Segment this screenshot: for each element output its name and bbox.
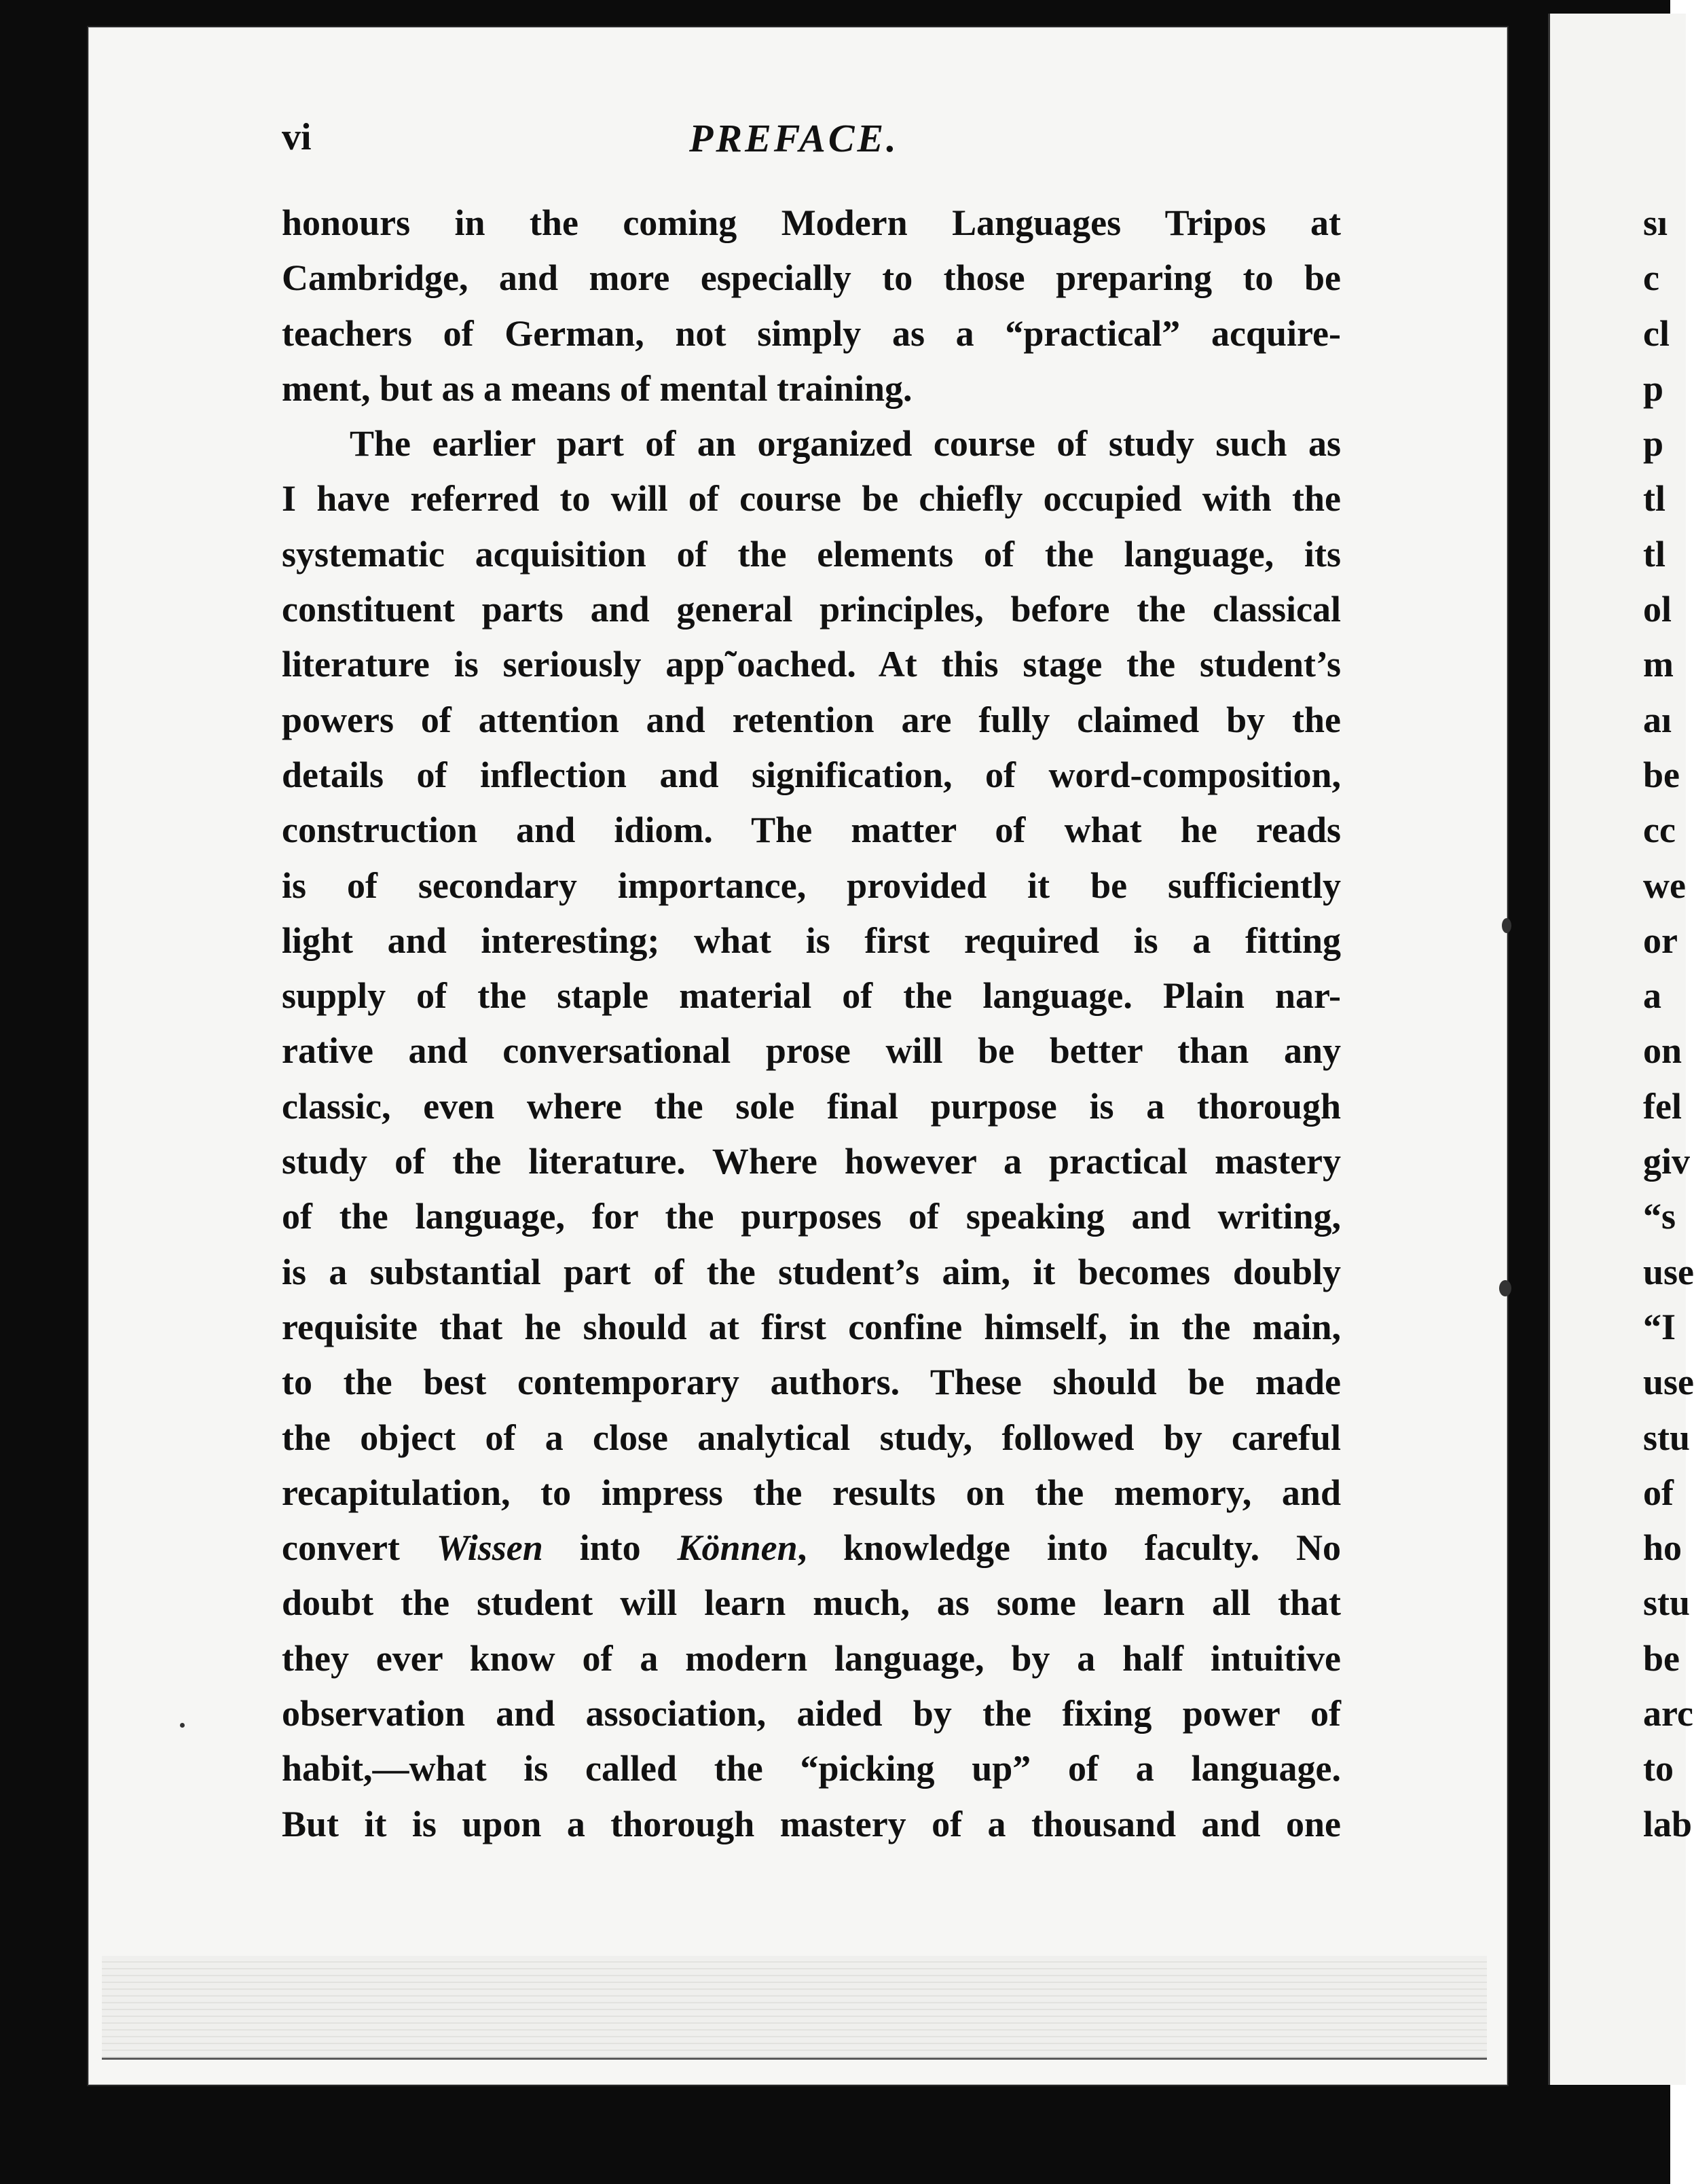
facing-fragment: of xyxy=(1643,1472,1674,1513)
italic-term-konnen: Können xyxy=(677,1527,798,1569)
italic-term-wissen: Wissen xyxy=(436,1527,543,1569)
text-line: literature is seriously app˜oached. At this stage the student’s xyxy=(282,644,1341,685)
facing-fragment: to xyxy=(1643,1748,1674,1789)
text-line: systematic acquisition of the elements of the language, its xyxy=(282,533,1341,575)
page-number: vi xyxy=(282,116,312,158)
text-run: into xyxy=(542,1527,678,1569)
text-line: to the best contemporary authors. These should be made xyxy=(282,1362,1341,1403)
facing-fragment: cc xyxy=(1643,809,1676,851)
facing-fragment: use xyxy=(1643,1362,1694,1403)
preface-body-text xyxy=(282,196,1341,1852)
text-line: construction and idiom. The matter of what he reads xyxy=(282,809,1341,851)
facing-fragment: p xyxy=(1643,367,1664,409)
facing-fragment: arc xyxy=(1643,1693,1693,1734)
text-line: Cambridge, and more especially to those preparing to be xyxy=(282,257,1341,299)
text-line: recapitulation, to impress the results on the memory, and xyxy=(282,1472,1341,1513)
text-line: they ever know of a modern language, by a half intuitive xyxy=(282,1637,1341,1679)
facing-fragment: “s xyxy=(1643,1196,1676,1237)
facing-fragment: a xyxy=(1643,975,1661,1017)
facing-fragment: tl xyxy=(1643,478,1665,520)
text-line: teachers of German, not simply as a “practical” acquire- xyxy=(282,312,1341,354)
facing-fragment: stu xyxy=(1643,1417,1691,1458)
facing-fragment: m xyxy=(1643,644,1674,685)
facing-fragment: p xyxy=(1643,423,1664,465)
text-line-with-italics xyxy=(282,1521,1341,1576)
text-run: convert xyxy=(282,1527,437,1569)
dust-speck xyxy=(1502,918,1511,933)
facing-fragment: fel xyxy=(1643,1085,1682,1127)
text-line: study of the literature. Where however a practical mastery xyxy=(282,1141,1341,1182)
facing-fragment: or xyxy=(1643,920,1678,961)
facing-fragment: be xyxy=(1643,1637,1680,1679)
facing-fragment: ol xyxy=(1643,589,1672,630)
running-head xyxy=(282,115,1314,163)
facing-fragment: sı xyxy=(1643,202,1668,243)
facing-fragment: c xyxy=(1643,257,1659,299)
running-title: PREFACE. xyxy=(689,116,899,160)
text-line: ment, but as a means of mental training. xyxy=(282,367,913,409)
text-line: the object of a close analytical study, followed by careful xyxy=(282,1417,1341,1458)
text-line: light and interesting; what is first required is a fitting xyxy=(282,920,1341,961)
facing-fragment: we xyxy=(1643,864,1686,906)
text-line: I have referred to will of course be chiefly occupied with the xyxy=(282,478,1341,520)
facing-fragment: cl xyxy=(1643,312,1670,354)
text-line: is a substantial part of the student’s aim, it becomes doubly xyxy=(282,1251,1341,1292)
text-run: , knowledge into faculty. No xyxy=(797,1527,1341,1569)
text-line: is of secondary importance, provided it be sufficiently xyxy=(282,864,1341,906)
facing-fragment: giv xyxy=(1643,1141,1691,1182)
dust-speck xyxy=(1499,1280,1511,1296)
facing-fragment: “I xyxy=(1643,1306,1676,1347)
dust-speck xyxy=(180,1723,185,1728)
facing-fragment: tl xyxy=(1643,533,1665,575)
text-line: observation and association, aided by the fixing power of xyxy=(282,1693,1341,1734)
page-edge-stack xyxy=(102,1956,1487,2060)
facing-fragment: be xyxy=(1643,754,1680,795)
facing-page-cut-text xyxy=(1643,196,1694,1852)
text-line: powers of attention and retention are fully claimed by the xyxy=(282,699,1341,740)
text-line: constituent parts and general principles, before the classical xyxy=(282,589,1341,630)
text-line: details of inflection and signification, of word-composition, xyxy=(282,754,1341,795)
text-line: requisite that he should at first confine himself, in the main, xyxy=(282,1306,1341,1347)
text-line: habit,—what is called the “picking up” of a language. xyxy=(282,1748,1341,1789)
text-line: honours in the coming Modern Languages Tripos at xyxy=(282,202,1341,243)
paragraph-first-line: The earlier part of an organized course of study such as xyxy=(350,423,1341,465)
text-line: of the language, for the purposes of speaking and writing, xyxy=(282,1196,1341,1237)
facing-fragment: use xyxy=(1643,1251,1694,1292)
text-line: rative and conversational prose will be better than any xyxy=(282,1030,1341,1072)
facing-fragment: ho xyxy=(1643,1527,1682,1569)
facing-fragment: lab xyxy=(1643,1803,1693,1844)
text-line: supply of the staple material of the language. Plain nar- xyxy=(282,975,1341,1017)
text-line: But it is upon a thorough mastery of a thousand and one xyxy=(282,1803,1341,1844)
facing-fragment: aı xyxy=(1643,699,1672,740)
text-line: classic, even where the sole final purpose is a thorough xyxy=(282,1085,1341,1127)
facing-fragment: stu xyxy=(1643,1582,1691,1624)
facing-fragment: on xyxy=(1643,1030,1682,1072)
text-line: doubt the student will learn much, as some learn all that xyxy=(282,1582,1341,1624)
